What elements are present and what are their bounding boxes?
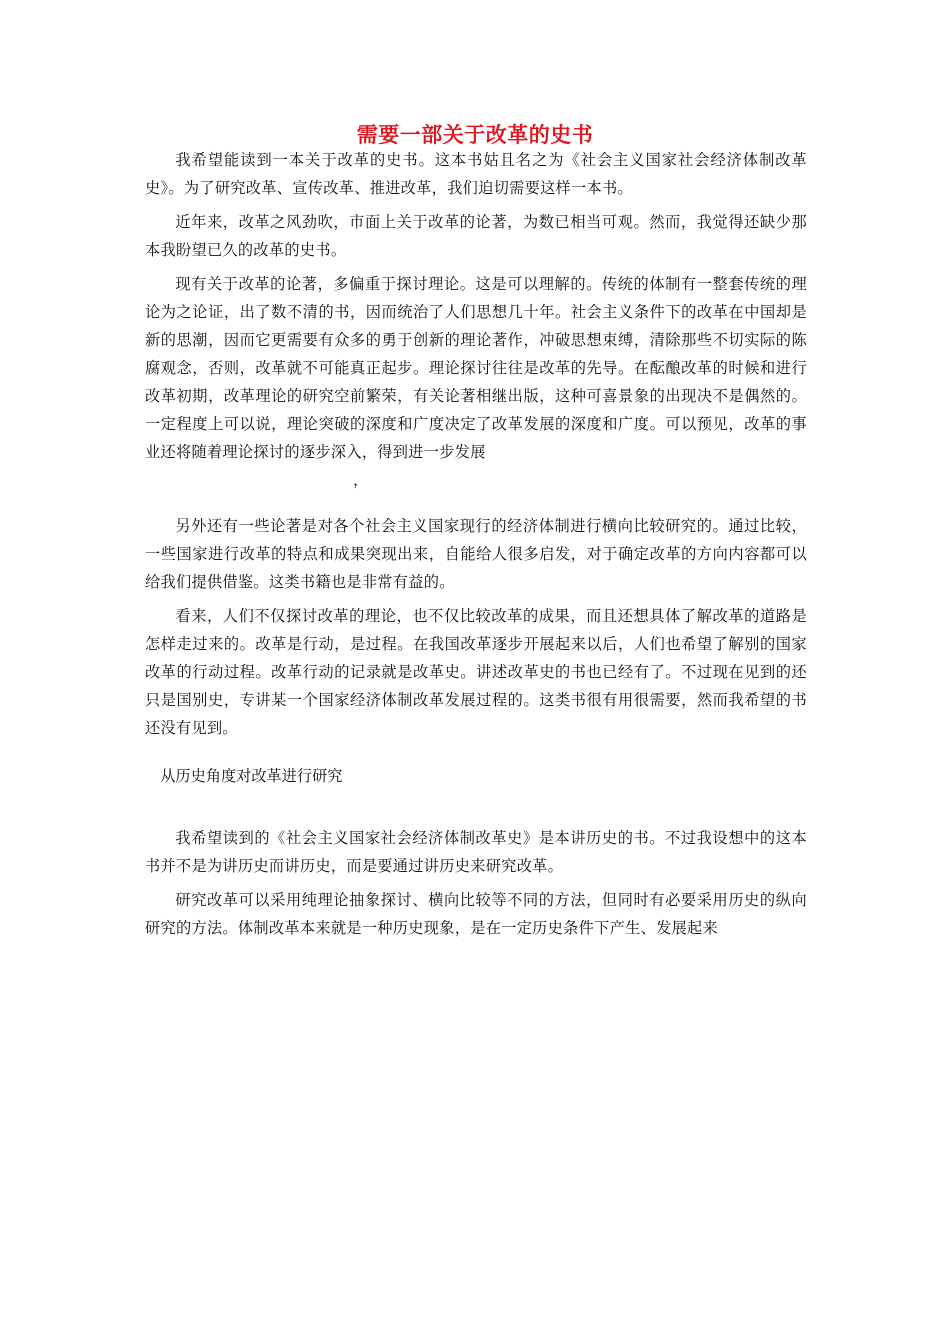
document-title: 需要一部关于改革的史书 bbox=[356, 122, 594, 147]
stray-comma: ， bbox=[353, 471, 369, 489]
paragraph: 我希望读到的《社会主义国家社会经济体制改革史》是本讲历史的书。不过我设想中的这本书并不是为讲历史而讲历史，而是要通过讲历史来研究改革。 bbox=[145, 829, 807, 875]
document-body bbox=[145, 146, 807, 942]
paragraph: 研究改革可以采用纯理论抽象探讨、横向比较等不同的方法，但同时有必要采用历史的纵向研究的方法。体制改革本来就是一种历史现象，是在一定历史条件下产生、发展起来 bbox=[145, 891, 807, 937]
paragraph: 另外还有一些论著是对各个社会主义国家现行的经济体制进行横向比较研究的。通过比较，一些国家进行改革的特点和成果突现出来，自能给人很多启发，对于确定改革的方向内容都可以给我们提供借鉴。这类书籍也是非常有益的。 bbox=[145, 517, 807, 591]
section-subheading: 从历史角度对改革进行研究 bbox=[160, 767, 343, 785]
paragraph: 我希望能读到一本关于改革的史书。这本书姑且名之为《社会主义国家社会经济体制改革史》。为了研究改革、宣传改革、推进改革，我们迫切需要这样一本书。 bbox=[145, 151, 807, 197]
paragraph: 现有关于改革的论著，多偏重于探讨理论。这是可以理解的。传统的体制有一整套传统的理论为之论证，出了数不清的书，因而统治了人们思想几十年。社会主义条件下的改革在中国却是新的思潮，因而它更需要有众多的勇于创新的理论著作，冲破思想束缚，清除那些不切实际的陈腐观念，否则，改革就不可能真正起步。理论探讨往往是改革的先导。在酝酿改革的时候和进行改革初期，改革理论的研究空前繁荣，有关论著相继出版，这种可喜景象的出现决不是偶然的。一定程度上可以说，理论突破的深度和广度决定了改革发展的深度和广度。可以预见，改革的事业还将随着理论探讨的逐步深入，得到进一步发展 bbox=[145, 275, 807, 461]
paragraph: 看来，人们不仅探讨改革的理论，也不仅比较改革的成果，而且还想具体了解改革的道路是怎样走过来的。改革是行动，是过程。在我国改革逐步开展起来以后，人们也希望了解别的国家改革的行动过程。改革行动的记录就是改革史。讲述改革史的书也已经有了。不过现在见到的还只是国别史，专讲某一个国家经济体制改革发展过程的。这类书很有用很需要，然而我希望的书还没有见到。 bbox=[145, 607, 807, 737]
paragraph: 近年来，改革之风劲吹，市面上关于改革的论著，为数已相当可观。然而，我觉得还缺少那本我盼望已久的改革的史书。 bbox=[145, 213, 807, 259]
